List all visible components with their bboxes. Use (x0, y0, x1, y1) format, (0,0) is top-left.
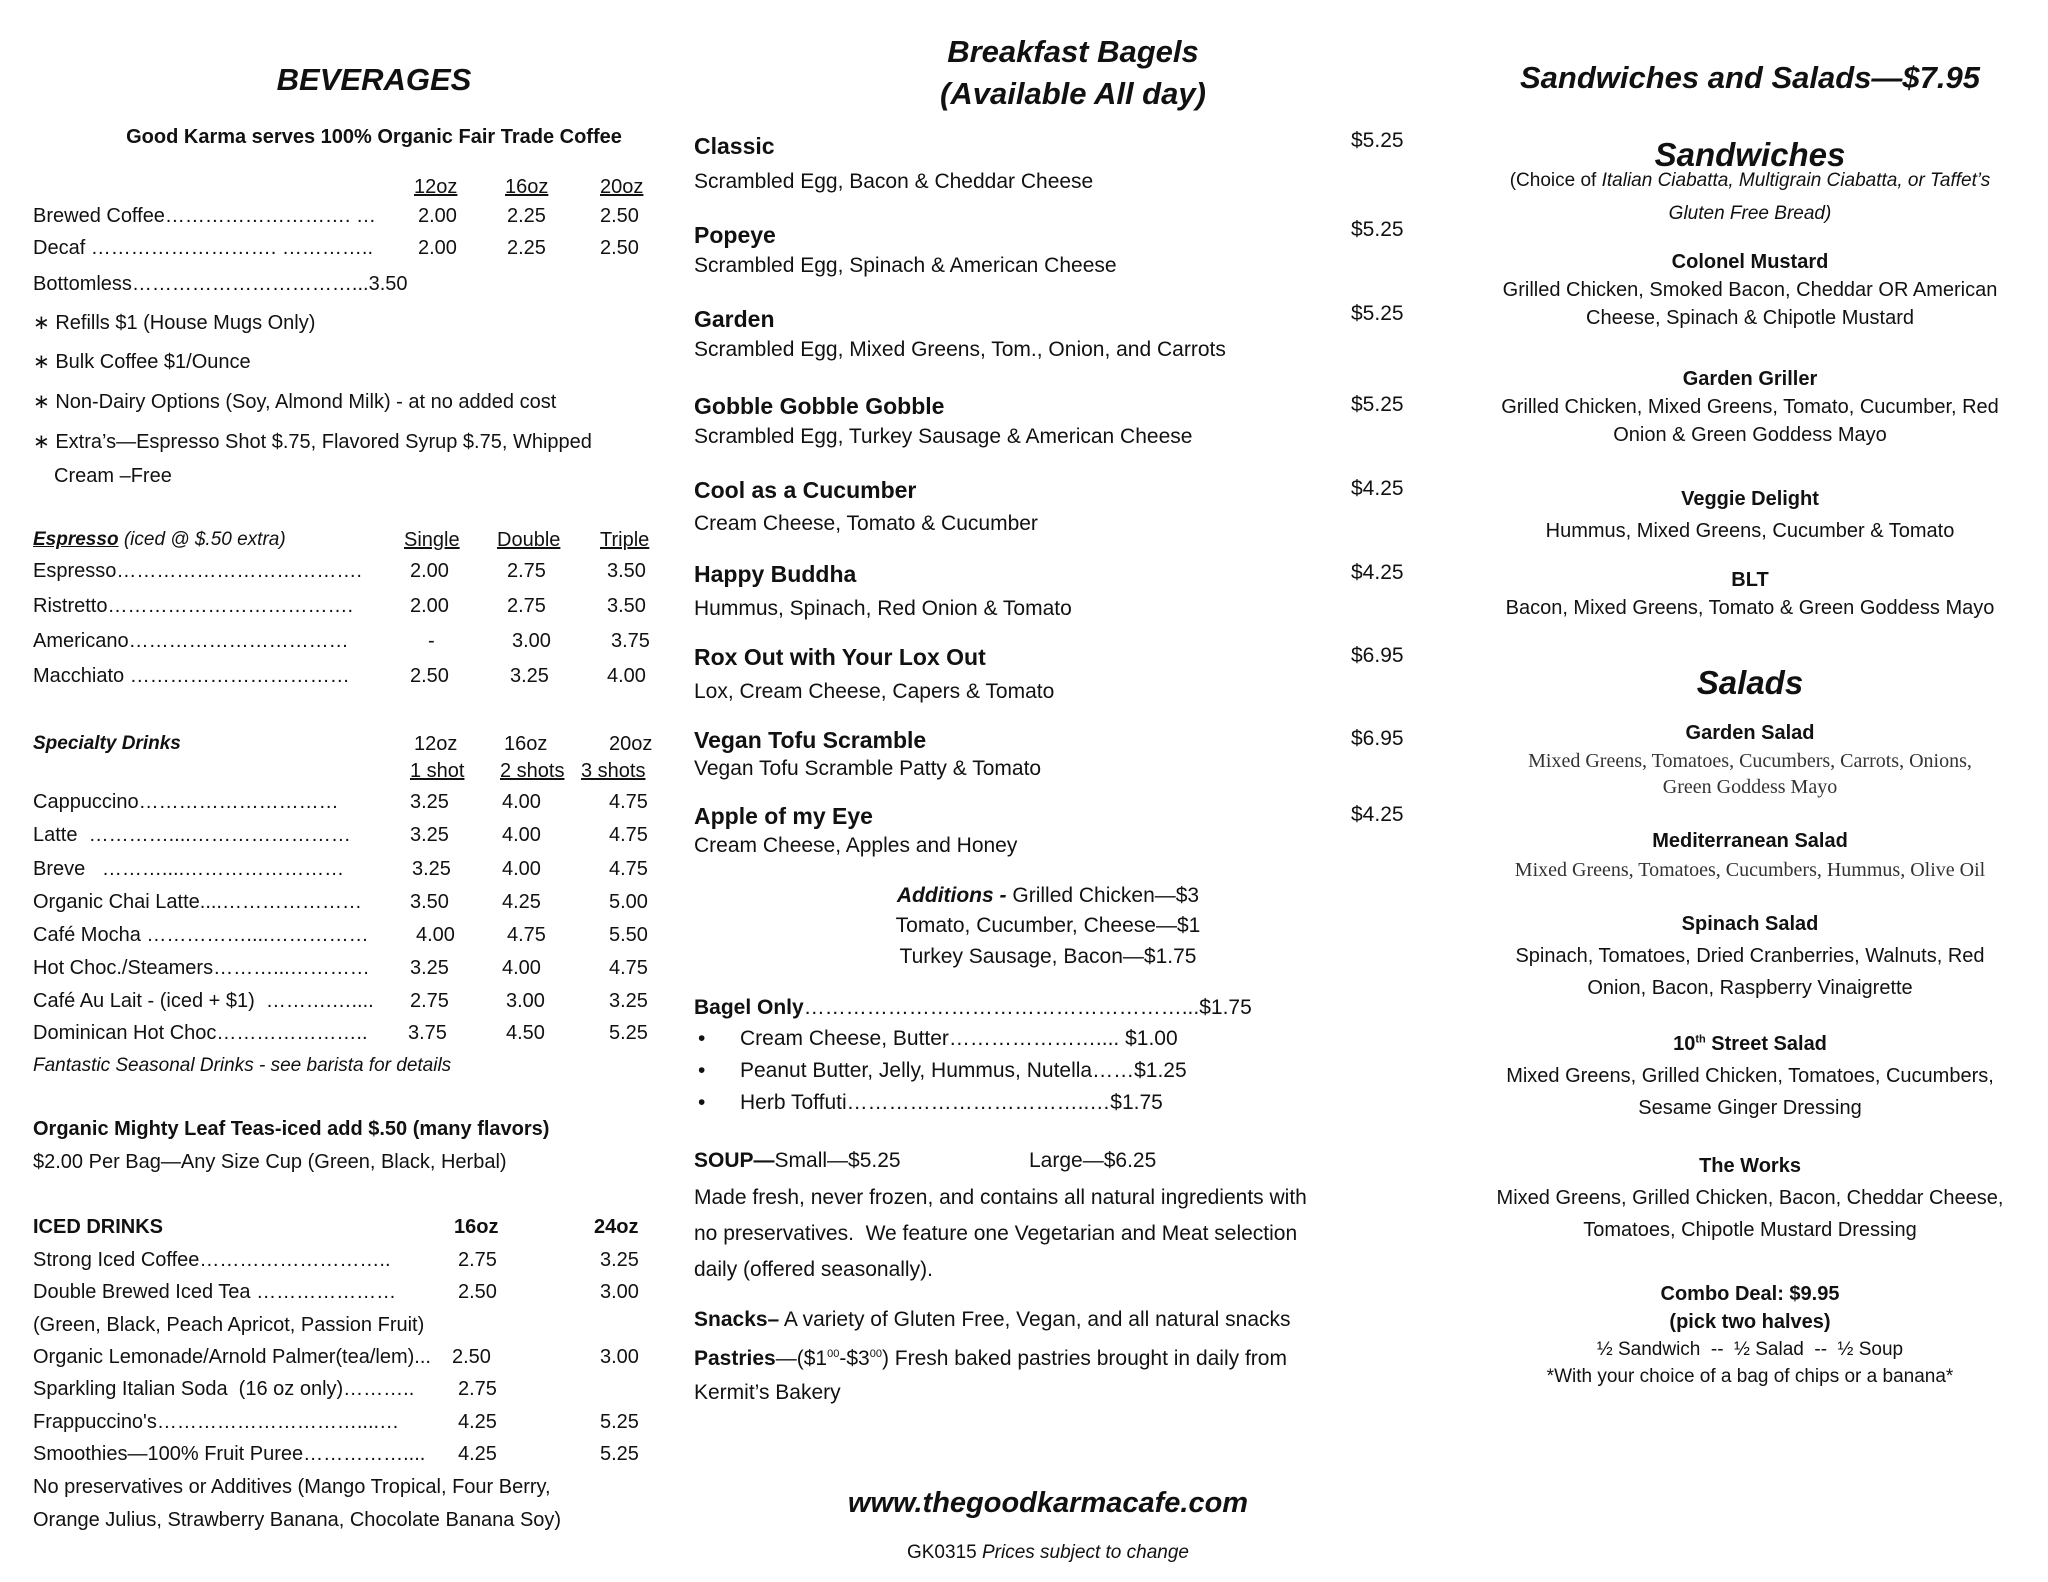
teas-title: Organic Mighty Leaf Teas-iced add $.50 (many flavors) (33, 1118, 550, 1140)
bagel-name: Apple of my Eye (694, 803, 873, 829)
soup-line (694, 1149, 901, 1173)
espresso-size-single: Single (404, 529, 460, 551)
espresso-size-triple: Triple (600, 529, 650, 551)
bagel-price: $6.95 (1351, 644, 1404, 667)
bagel-desc: Scrambled Egg, Turkey Sausage & American Cheese (694, 425, 1193, 448)
coffee-size-12oz: 12oz (414, 176, 458, 198)
pastries-sup: 00 (869, 1348, 882, 1360)
specialty-row-price: 5.00 (609, 891, 648, 913)
bread-options: Italian Ciabatta, Multigrain Ciabatta, or Taffet’s (1601, 170, 1991, 191)
specialty-row-price: 5.25 (609, 1022, 648, 1044)
iced-row-price: 4.25 (458, 1443, 497, 1465)
bagel-desc: Cream Cheese, Tomato & Cucumber (694, 512, 1038, 535)
salad-desc: Mixed Greens, Grilled Chicken, Tomatoes, Cucumbers, (1506, 1065, 1994, 1087)
bread-choice-text: (Choice of (1509, 170, 1602, 191)
salad-desc: Spinach, Tomatoes, Dried Cranberries, Walnuts, Red (1515, 945, 1985, 967)
specialty-row-price: 4.25 (502, 891, 541, 913)
salad-name: Street Salad (1711, 1033, 1827, 1055)
iced-footer: Orange Julius, Strawberry Banana, Chocolate Banana Soy) (33, 1509, 562, 1531)
specialty-row-price: 4.75 (609, 858, 648, 880)
espresso-row-name: Espresso………………………………. (33, 560, 362, 582)
footer-note (748, 1542, 1348, 1564)
espresso-row-price: 3.75 (611, 630, 650, 652)
bagel-price: $6.95 (1351, 727, 1404, 750)
iced-row-name: Smoothies—100% Fruit Puree…………….... (33, 1443, 426, 1465)
iced-row-price: 4.25 (458, 1411, 497, 1433)
specialty-row-price: 3.25 (410, 791, 449, 813)
coffee-row-name: Decaf ………………………. ………….. (33, 237, 374, 259)
additions-text: Grilled Chicken—$3 (1006, 884, 1200, 907)
sandwich-name: Garden Griller (1682, 368, 1818, 390)
bullet-item: ∗ Non-Dairy Options (Soy, Almond Milk) - at no added cost (33, 391, 557, 413)
specialty-row-price: 4.75 (507, 924, 546, 946)
specialty-row-price: 4.00 (502, 824, 541, 846)
coffee-row-name: Brewed Coffee………………………. … (33, 205, 377, 227)
soup-desc: daily (offered seasonally). (694, 1258, 933, 1281)
specialty-row-price: 3.25 (410, 824, 449, 846)
specialty-row-name: Café Mocha ……………....…………… (33, 924, 369, 946)
combo-options: ½ Sandwich -- ½ Salad -- ½ Soup (1596, 1339, 1904, 1360)
specialty-row-name: Hot Choc./Steamers………...………… (33, 957, 370, 979)
specialty-note: Fantastic Seasonal Drinks - see barista for details (33, 1055, 452, 1076)
specialty-label: Specialty Drinks (33, 733, 181, 754)
espresso-note: (iced @ $.50 extra) (118, 529, 286, 550)
combo-note: *With your choice of a bag of chips or a banana* (1546, 1366, 1954, 1387)
bullet-dot: • (698, 1027, 706, 1050)
bagel-name: Popeye (694, 222, 776, 248)
combo-subtitle: (pick two halves) (1669, 1311, 1831, 1333)
bagel-only-label: Bagel Only (694, 996, 804, 1019)
bread-choice (1452, 170, 2048, 192)
specialty-shots: 2 shots (500, 760, 565, 782)
bagel-only-price: ………………………………………………...$1.75 (803, 996, 1252, 1019)
specialty-row-price: 3.00 (506, 990, 545, 1012)
soup-large: Large—$6.25 (1029, 1149, 1157, 1172)
specialty-row-name: Breve ………....…………………… (33, 858, 345, 880)
sandwich-desc: Hummus, Mixed Greens, Cucumber & Tomato (1545, 520, 1955, 542)
salad-desc: Mixed Greens, Tomatoes, Cucumbers, Carrots, Onions, (1528, 750, 1972, 772)
bagel-desc: Scrambled Egg, Mixed Greens, Tom., Onion, and Carrots (694, 338, 1226, 361)
soup-desc: Made fresh, never frozen, and contains all natural ingredients with (694, 1186, 1307, 1209)
specialty-row-price: 4.75 (609, 791, 648, 813)
bread-choice-line2: Gluten Free Bread) (1668, 203, 1832, 224)
iced-size-16oz: 16oz (454, 1216, 499, 1238)
coffee-row-price: 2.25 (507, 205, 546, 227)
bagel-price: $4.25 (1351, 803, 1404, 826)
bullet-item: ∗ Extra’s—Espresso Shot $.75, Flavored Syrup $.75, Whipped (33, 431, 592, 453)
iced-row-price: 2.75 (458, 1249, 497, 1271)
salad-name-10th-street (1452, 1033, 2048, 1056)
coffee-row-price: 2.00 (418, 237, 457, 259)
bagel-price: $5.25 (1351, 302, 1404, 325)
bullet-item-continued: Cream –Free (54, 465, 172, 487)
additions-label: Additions - (896, 884, 1007, 907)
bagel-desc: Cream Cheese, Apples and Honey (694, 834, 1018, 857)
salad-name: The Works (1699, 1155, 1801, 1177)
bagel-name: Garden (694, 306, 775, 332)
espresso-row-price: 3.00 (512, 630, 551, 652)
bagel-name: Happy Buddha (694, 561, 857, 587)
espresso-row-price: 3.25 (510, 665, 549, 687)
sandwich-desc: Grilled Chicken, Smoked Bacon, Cheddar OR American (1502, 279, 1998, 301)
pastries-text: —($1 (775, 1347, 828, 1370)
coffee-row-price: 2.50 (600, 205, 639, 227)
pastries-text: ) Fresh baked pastries brought in daily from (881, 1347, 1287, 1370)
iced-row-price: 3.00 (600, 1281, 639, 1303)
salad-desc: Onion, Bacon, Raspberry Vinaigrette (1587, 977, 1913, 999)
bagel-desc: Scrambled Egg, Spinach & American Cheese (694, 254, 1117, 277)
pastries-text: -$3 (839, 1347, 870, 1370)
bagel-desc: Hummus, Spinach, Red Onion & Tomato (694, 597, 1072, 620)
iced-row-name: Strong Iced Coffee……………………….. (33, 1249, 391, 1271)
coffee-size-16oz: 16oz (505, 176, 549, 198)
espresso-row-price: 2.75 (507, 595, 546, 617)
iced-row-price: 5.25 (600, 1411, 639, 1433)
specialty-shots: 3 shots (581, 760, 646, 782)
espresso-row-price: - (428, 630, 435, 652)
price-note: Prices subject to change (981, 1542, 1189, 1563)
specialty-size: 20oz (609, 733, 653, 755)
iced-row-price: 2.75 (458, 1378, 497, 1400)
bagel-price: $5.25 (1351, 129, 1404, 152)
specialty-row-price: 3.50 (410, 891, 449, 913)
specialty-row-price: 4.75 (609, 957, 648, 979)
pastries-line (694, 1347, 1287, 1371)
salad-name: Mediterranean Salad (1652, 830, 1848, 852)
specialty-row-price: 4.00 (502, 791, 541, 813)
coffee-row-price: 2.25 (507, 237, 546, 259)
espresso-row-price: 3.50 (607, 595, 646, 617)
bagel-name: Cool as a Cucumber (694, 477, 917, 503)
sandwich-name: Colonel Mustard (1671, 251, 1829, 273)
espresso-row-price: 4.00 (607, 665, 646, 687)
bagel-price: $5.25 (1351, 218, 1404, 241)
iced-row-name: (Green, Black, Peach Apricot, Passion Fruit) (33, 1314, 425, 1336)
sandwiches-title: Sandwiches (1654, 136, 1846, 173)
sandwich-desc: Cheese, Spinach & Chipotle Mustard (1586, 307, 1914, 329)
espresso-row-name: Ristretto………………………………. (33, 595, 354, 617)
espresso-row-price: 2.50 (410, 665, 449, 687)
iced-row-name: Sparkling Italian Soda (16 oz only)……….. (33, 1378, 415, 1400)
sandwich-name: BLT (1731, 569, 1769, 591)
specialty-shots: 1 shot (410, 760, 465, 782)
beverages-title: BEVERAGES (276, 62, 472, 97)
bagel-price: $4.25 (1351, 477, 1404, 500)
specialty-row-price: 3.25 (609, 990, 648, 1012)
bagels-title: Breakfast Bagels (947, 34, 1199, 69)
iced-row-name: Frappuccino's…………………………....… (33, 1411, 400, 1433)
bullet-dot: • (698, 1091, 706, 1114)
additions-line: Tomato, Cucumber, Cheese—$1 (895, 914, 1201, 937)
iced-footer: No preservatives or Additives (Mango Tropical, Four Berry, (33, 1476, 551, 1498)
specialty-row-name: Cappuccino………………………… (33, 791, 339, 813)
menu-code: GK0315 (906, 1542, 982, 1563)
teas-line: $2.00 Per Bag—Any Size Cup (Green, Black, Herbal) (33, 1151, 507, 1173)
bagel-name: Gobble Gobble Gobble (694, 393, 945, 419)
coffee-row-name: Bottomless……………………………...3.50 (33, 273, 408, 295)
bullet-dot: • (698, 1059, 706, 1082)
espresso-label: Espresso (33, 529, 119, 550)
espresso-row-price: 2.00 (410, 560, 449, 582)
specialty-row-name: Dominican Hot Choc………………….. (33, 1022, 368, 1044)
specialty-row-price: 3.75 (408, 1022, 447, 1044)
salad-desc: Tomatoes, Chipotle Mustard Dressing (1583, 1219, 1917, 1241)
espresso-row-price: 2.00 (410, 595, 449, 617)
soup-small: Small—$5.25 (774, 1149, 901, 1172)
iced-row-price: 2.50 (458, 1281, 497, 1303)
spread-option: Peanut Butter, Jelly, Hummus, Nutella……$1.25 (740, 1059, 1187, 1082)
iced-row-price: 2.50 (452, 1346, 491, 1368)
coffee-row-price: 2.50 (600, 237, 639, 259)
sandwich-desc: Grilled Chicken, Mixed Greens, Tomato, Cucumber, Red (1501, 396, 1999, 418)
pastries-label: Pastries (694, 1347, 776, 1370)
website-link[interactable]: www.thegoodkarmacafe.com (847, 1487, 1249, 1519)
salad-name: Garden Salad (1685, 722, 1815, 744)
iced-size-24oz: 24oz (594, 1216, 639, 1238)
bagel-name: Classic (694, 133, 775, 159)
salad-desc: Mixed Greens, Tomatoes, Cucumbers, Hummus, Olive Oil (1514, 859, 1986, 881)
sandwiches-salads-header: Sandwiches and Salads—$7.95 (1519, 60, 1981, 95)
sandwich-desc: Bacon, Mixed Greens, Tomato & Green Goddess Mayo (1505, 597, 1995, 619)
bagel-name: Vegan Tofu Scramble (694, 727, 927, 753)
bagel-desc: Scrambled Egg, Bacon & Cheddar Cheese (694, 170, 1094, 193)
iced-row-price: 5.25 (600, 1443, 639, 1465)
iced-row-price: 3.00 (600, 1346, 639, 1368)
specialty-row-name: Latte …………....…………………… (33, 824, 351, 846)
bagel-name: Rox Out with Your Lox Out (694, 644, 986, 670)
soup-label: SOUP— (694, 1149, 775, 1172)
bagel-desc: Vegan Tofu Scramble Patty & Tomato (694, 757, 1042, 780)
coffee-size-20oz: 20oz (600, 176, 644, 198)
additions-line: Turkey Sausage, Bacon—$1.75 (899, 945, 1197, 968)
snacks-line (694, 1308, 1291, 1332)
sandwich-desc: Onion & Green Goddess Mayo (1613, 424, 1887, 446)
pastries-sup: 00 (827, 1348, 840, 1360)
salad-name-sup: th (1695, 1033, 1706, 1046)
sandwich-name: Veggie Delight (1681, 488, 1819, 510)
coffee-note: Good Karma serves 100% Organic Fair Trade Coffee (126, 126, 622, 148)
snacks-label: Snacks– (694, 1308, 780, 1331)
specialty-row-price: 4.00 (502, 858, 541, 880)
specialty-row-price: 5.50 (609, 924, 648, 946)
specialty-row-name: Café Au Lait - (iced + $1) ……….….... (33, 990, 374, 1012)
soup-desc: no preservatives. We feature one Vegetarian and Meat selection (694, 1222, 1298, 1245)
espresso-row-name: Americano…………………………… (33, 630, 349, 652)
specialty-row-price: 4.00 (502, 957, 541, 979)
bullet-item: ∗ Bulk Coffee $1/Ounce (33, 351, 251, 373)
espresso-row-name: Macchiato …………………………… (33, 665, 350, 687)
bagel-desc: Lox, Cream Cheese, Capers & Tomato (694, 680, 1055, 703)
pastries-line2: Kermit’s Bakery (694, 1381, 841, 1404)
specialty-row-price: 4.50 (506, 1022, 545, 1044)
combo-title: Combo Deal: $9.95 (1660, 1283, 1840, 1305)
specialty-size: 16oz (504, 733, 548, 755)
salad-desc: Sesame Ginger Dressing (1638, 1097, 1862, 1119)
specialty-size: 12oz (414, 733, 458, 755)
coffee-row-price: 2.00 (418, 205, 457, 227)
bagel-price: $4.25 (1351, 561, 1404, 584)
espresso-row-price: 3.50 (607, 560, 646, 582)
specialty-row-price: 3.25 (412, 858, 451, 880)
snacks-text: A variety of Gluten Free, Vegan, and all natural snacks (779, 1308, 1291, 1331)
iced-row-price: 3.25 (600, 1249, 639, 1271)
espresso-row-price: 2.75 (507, 560, 546, 582)
salad-name: Spinach Salad (1681, 913, 1819, 935)
salad-desc: Mixed Greens, Grilled Chicken, Bacon, Cheddar Cheese, (1496, 1187, 2004, 1209)
bullet-item: ∗ Refills $1 (House Mugs Only) (33, 312, 316, 334)
iced-row-name: Double Brewed Iced Tea ………………… (33, 1281, 397, 1303)
bagels-subtitle: (Available All day) (940, 76, 1206, 111)
specialty-row-price: 2.75 (410, 990, 449, 1012)
bagel-only-line (694, 996, 1252, 1020)
iced-title: ICED DRINKS (33, 1216, 164, 1238)
bagel-price: $5.25 (1351, 393, 1404, 416)
specialty-row-name: Organic Chai Latte....………………… (33, 891, 362, 913)
spread-option: Cream Cheese, Butter………………….... $1.00 (740, 1027, 1178, 1050)
spread-option: Herb Toffuti……………………………..…$1.75 (740, 1091, 1163, 1114)
additions-line (748, 884, 1348, 908)
specialty-row-price: 4.00 (416, 924, 455, 946)
iced-row-name: Organic Lemonade/Arnold Palmer(tea/lem)... (33, 1346, 431, 1368)
espresso-header (33, 529, 286, 551)
espresso-size-double: Double (497, 529, 561, 551)
salad-desc: Green Goddess Mayo (1662, 776, 1838, 798)
salad-name-prefix: 10 (1673, 1033, 1696, 1055)
specialty-row-price: 4.75 (609, 824, 648, 846)
salads-title: Salads (1696, 664, 1804, 701)
specialty-row-price: 3.25 (410, 957, 449, 979)
